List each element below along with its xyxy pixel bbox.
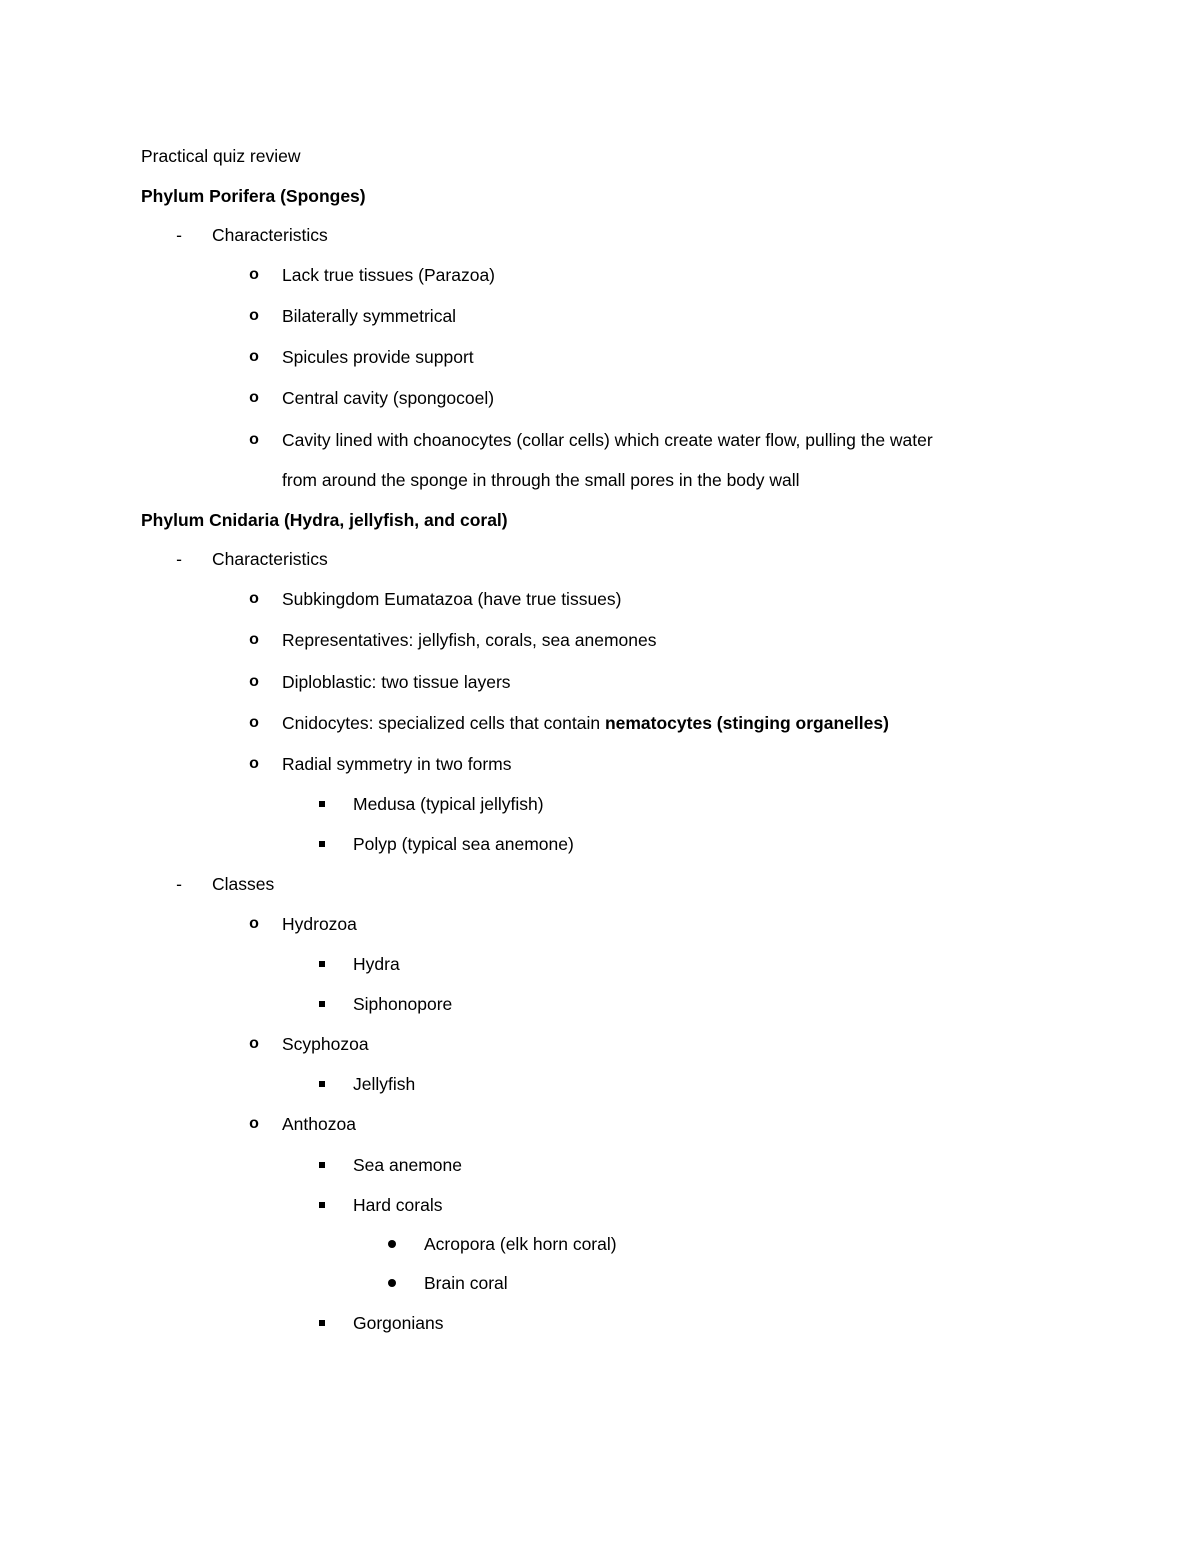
doc-title: Practical quiz review — [141, 146, 301, 166]
dash-bullet: - — [176, 225, 182, 245]
list-item: Representatives: jellyfish, corals, sea anemones — [282, 630, 657, 650]
circle-bullet: o — [249, 348, 259, 365]
dot-bullet — [388, 1279, 396, 1287]
list-item: Polyp (typical sea anemone) — [353, 834, 574, 854]
list-item: Jellyfish — [353, 1074, 416, 1094]
list-item: Gorgonians — [353, 1313, 444, 1333]
circle-bullet: o — [249, 673, 259, 690]
circle-bullet: o — [249, 266, 259, 283]
circle-bullet: o — [249, 755, 259, 772]
class-anthozoa: Anthozoa — [282, 1114, 356, 1134]
square-bullet — [319, 961, 325, 967]
class-hydrozoa: Hydrozoa — [282, 914, 357, 934]
circle-bullet: o — [249, 1115, 259, 1132]
cnidocytes-text: Cnidocytes: specialized cells that contain — [282, 713, 605, 733]
dash-bullet: - — [176, 874, 182, 894]
list-item-cnidocytes — [282, 711, 889, 735]
list-item: Radial symmetry in two forms — [282, 754, 512, 774]
heading-cnidaria: Phylum Cnidaria (Hydra, jellyfish, and coral) — [141, 510, 508, 530]
cnidaria-characteristics-label: Characteristics — [212, 549, 328, 569]
class-scyphozoa: Scyphozoa — [282, 1034, 369, 1054]
dash-bullet: - — [176, 549, 182, 569]
list-item: Bilaterally symmetrical — [282, 306, 457, 326]
list-item: Spicules provide support — [282, 347, 474, 367]
list-item: Medusa (typical jellyfish) — [353, 794, 544, 814]
circle-bullet: o — [249, 915, 259, 932]
circle-bullet: o — [249, 431, 259, 448]
circle-bullet: o — [249, 1035, 259, 1052]
list-item: Central cavity (spongocoel) — [282, 388, 495, 408]
square-bullet — [319, 1202, 325, 1208]
circle-bullet: o — [249, 714, 259, 731]
dot-bullet — [388, 1240, 396, 1248]
list-item: Sea anemone — [353, 1155, 462, 1175]
circle-bullet: o — [249, 631, 259, 648]
circle-bullet: o — [249, 307, 259, 324]
list-item-continuation: from around the sponge in through the small pores in the body wall — [282, 470, 800, 490]
nematocytes-bold-text: nematocytes (stinging organelles) — [604, 713, 889, 733]
porifera-characteristics-label: Characteristics — [212, 225, 328, 245]
heading-porifera: Phylum Porifera (Sponges) — [141, 186, 366, 206]
list-item: Acropora (elk horn coral) — [424, 1234, 617, 1254]
square-bullet — [319, 1081, 325, 1087]
list-item: Brain coral — [424, 1273, 508, 1293]
square-bullet — [319, 1320, 325, 1326]
square-bullet — [319, 801, 325, 807]
list-item: Hard corals — [353, 1195, 443, 1215]
circle-bullet: o — [249, 590, 259, 607]
square-bullet — [319, 841, 325, 847]
square-bullet — [319, 1162, 325, 1168]
list-item: Siphonopore — [353, 994, 453, 1014]
square-bullet — [319, 1001, 325, 1007]
circle-bullet: o — [249, 389, 259, 406]
list-item: Hydra — [353, 954, 400, 974]
list-item: Diploblastic: two tissue layers — [282, 672, 511, 692]
list-item: Lack true tissues (Parazoa) — [282, 265, 496, 285]
classes-label: Classes — [212, 874, 275, 894]
list-item: Subkingdom Eumatazoa (have true tissues) — [282, 589, 622, 609]
list-item: Cavity lined with choanocytes (collar cells) which create water flow, pulling the water — [282, 430, 933, 450]
